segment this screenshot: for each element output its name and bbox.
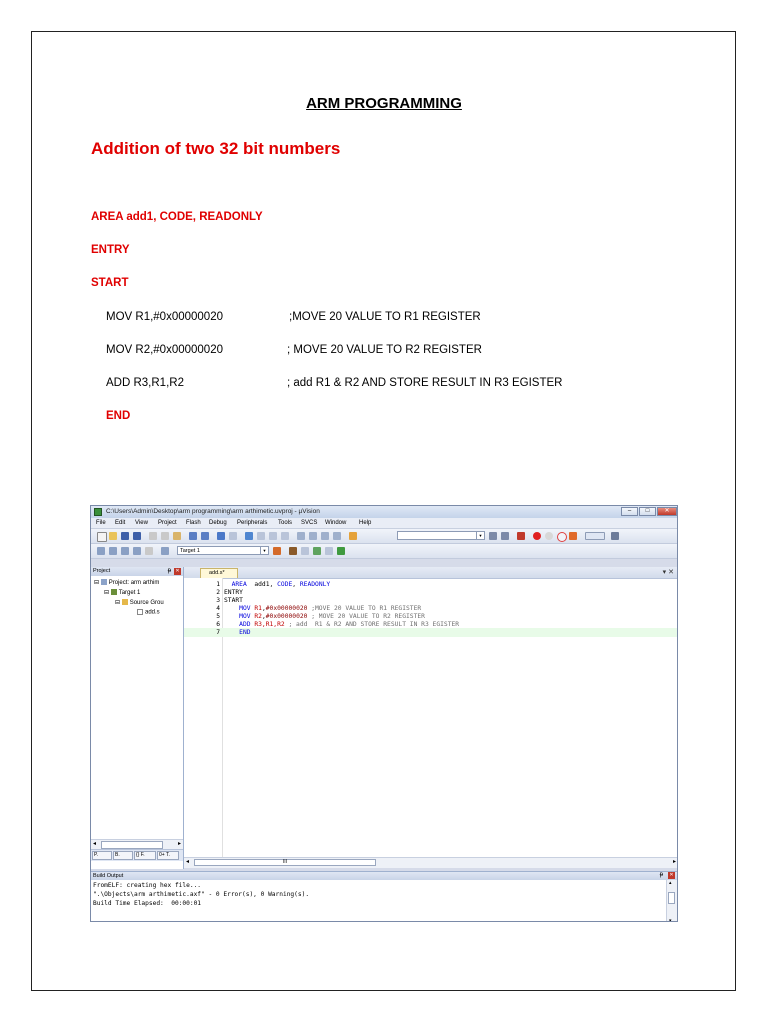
- directive-entry: ENTRY: [91, 244, 130, 256]
- build-line-1: FromELF: creating hex file...: [93, 882, 202, 889]
- pin-icon[interactable]: ᵽ: [167, 568, 171, 574]
- breakpoint-clear-icon[interactable]: [557, 532, 567, 542]
- directive-end: END: [106, 410, 131, 422]
- configure-icon[interactable]: [611, 532, 619, 540]
- tree-target-label: Target 1: [118, 590, 141, 596]
- code-text: AREA add1, CODE, READONLY: [231, 581, 331, 588]
- copy-icon[interactable]: [161, 532, 169, 540]
- line-number: 2: [216, 589, 220, 596]
- code-text: MOV R1,#0x00000020 ;MOVE 20 VALUE TO R1 REGISTER: [239, 605, 422, 612]
- project-hscrollbar[interactable]: [91, 839, 183, 849]
- instruction-code-3: ADD R3,R1,R2: [106, 377, 184, 389]
- nav-back-icon[interactable]: [217, 532, 225, 540]
- line-number: 4: [216, 605, 220, 612]
- target-options-icon[interactable]: [273, 547, 281, 555]
- bookmark-next-icon[interactable]: [269, 532, 277, 540]
- pack-installer-icon[interactable]: [313, 547, 321, 555]
- scroll-up-icon[interactable]: ▴: [669, 880, 672, 886]
- cut-icon[interactable]: [149, 532, 157, 540]
- undo-icon[interactable]: [189, 532, 197, 540]
- tree-project-root[interactable]: [94, 579, 159, 586]
- project-panel-header: [91, 567, 183, 576]
- nav-forward-icon[interactable]: [229, 532, 237, 540]
- project-tabs: [91, 849, 183, 861]
- menu-window[interactable]: Window: [325, 520, 347, 526]
- code-text: ADD R3,R1,R2 ; add R1 & R2 AND STORE RESULT IN R3 EGISTER: [239, 621, 460, 628]
- instruction-comment-1: ;MOVE 20 VALUE TO R1 REGISTER: [289, 311, 481, 323]
- menu-help[interactable]: Help: [359, 520, 372, 526]
- editor-file-tab[interactable]: add.s*: [200, 568, 238, 578]
- code-line[interactable]: [184, 628, 678, 637]
- folder-icon: [122, 599, 128, 605]
- run-time-env-icon[interactable]: [337, 547, 345, 555]
- directive-start: START: [91, 277, 129, 289]
- scroll-right-icon[interactable]: ▸: [177, 841, 181, 847]
- menu-svcs[interactable]: SVCS: [301, 520, 318, 526]
- incremental-find-icon[interactable]: [501, 532, 509, 540]
- menu-tools[interactable]: Tools: [278, 520, 293, 526]
- code-text: END: [239, 629, 251, 636]
- editor-tabbar: [184, 567, 678, 579]
- tab-list-icon[interactable]: ▾ ✕: [662, 569, 674, 576]
- menu-peripherals[interactable]: Peripherals: [237, 520, 268, 526]
- uvision-app-icon: [94, 508, 102, 516]
- tree-project-label: Project: arm arthim: [108, 580, 160, 586]
- kill-breakpoints-icon[interactable]: [569, 532, 577, 540]
- project-panel-title: Project: [93, 568, 111, 574]
- tree-file-label: add.s: [145, 609, 160, 616]
- save-all-icon[interactable]: [133, 532, 141, 540]
- build-output-panel: [91, 871, 677, 922]
- manage-components-icon[interactable]: [289, 547, 297, 555]
- scroll-down-icon[interactable]: ▾: [669, 918, 672, 922]
- document-subtitle: Addition of two 32 bit numbers: [91, 139, 341, 158]
- target-select-value: Target 1: [180, 548, 200, 554]
- line-number: 7: [216, 629, 220, 636]
- code-text: ENTRY: [224, 589, 243, 596]
- scroll-thumb[interactable]: III: [194, 859, 376, 866]
- bookmark-clear-icon[interactable]: [281, 532, 289, 540]
- redo-icon[interactable]: [201, 532, 209, 540]
- new-file-icon[interactable]: [97, 532, 107, 542]
- instruction-code-2: MOV R2,#0x00000020: [106, 344, 223, 356]
- editor-hscrollbar[interactable]: [184, 857, 678, 868]
- download-icon[interactable]: [161, 547, 169, 555]
- breakpoint-disable-icon[interactable]: [545, 532, 553, 540]
- ide-screenshot: [90, 505, 678, 922]
- translate-icon[interactable]: [97, 547, 105, 555]
- menu-edit[interactable]: Edit: [115, 520, 126, 526]
- select-packs-icon[interactable]: [301, 547, 309, 555]
- scroll-thumb[interactable]: [668, 892, 675, 904]
- tree-source-group[interactable]: [115, 599, 164, 606]
- ide-toolbar-1: [91, 529, 677, 544]
- document-title: ARM PROGRAMMING: [306, 95, 462, 112]
- line-number: 5: [216, 613, 220, 620]
- instruction-code-1: MOV R1,#0x00000020: [106, 311, 223, 323]
- paste-icon[interactable]: [173, 532, 181, 540]
- target-select[interactable]: [177, 546, 269, 555]
- file-icon: [137, 609, 143, 615]
- instruction-comment-2: ; MOVE 20 VALUE TO R2 REGISTER: [287, 344, 482, 356]
- line-number: 6: [216, 621, 220, 628]
- find-combo[interactable]: [397, 531, 485, 540]
- ide-toolbar-2: [91, 544, 677, 559]
- ide-window-title: C:\Users\Admin\Desktop\arm programming\arm arthimetic.uvproj - µVision: [106, 508, 320, 515]
- code-editor[interactable]: [184, 567, 678, 857]
- tab-books[interactable]: B.: [113, 851, 133, 860]
- code-text: MOV R2,#0x00000020 ; MOVE 20 VALUE TO R2 REGISTER: [239, 613, 425, 620]
- close-icon[interactable]: ✕: [669, 872, 674, 878]
- bookmark-prev-icon[interactable]: [257, 532, 265, 540]
- menu-debug[interactable]: Debug: [209, 520, 227, 526]
- chevron-down-icon[interactable]: ▼: [260, 547, 268, 554]
- collapse-icon[interactable]: ⊟: [94, 580, 100, 586]
- scroll-left-icon[interactable]: ◂: [93, 841, 97, 847]
- tree-file[interactable]: [137, 609, 160, 616]
- find-icon[interactable]: [489, 532, 497, 540]
- menu-file[interactable]: File: [96, 520, 106, 526]
- instruction-comment-3: ; add R1 & R2 AND STORE RESULT IN R3 EGISTER: [287, 377, 563, 389]
- target-icon: [111, 589, 117, 595]
- build-output-title: Build Output: [93, 873, 124, 879]
- close-icon[interactable]: ✕: [175, 568, 180, 574]
- comment-icon[interactable]: [321, 532, 329, 540]
- build-vscrollbar[interactable]: [666, 880, 677, 922]
- scroll-left-icon[interactable]: ◂: [186, 859, 190, 865]
- maximize-button[interactable]: □: [639, 507, 656, 516]
- close-button[interactable]: ✕: [657, 507, 677, 516]
- scroll-right-icon[interactable]: ▸: [672, 859, 676, 865]
- update-icon[interactable]: [325, 547, 333, 555]
- uncomment-icon[interactable]: [333, 532, 341, 540]
- save-icon[interactable]: [121, 532, 129, 540]
- build-icon[interactable]: [109, 547, 117, 555]
- tab-project[interactable]: P.: [92, 851, 112, 860]
- pin-icon[interactable]: ᵽ: [659, 872, 663, 878]
- tree-target[interactable]: [104, 589, 140, 596]
- unindent-icon[interactable]: [309, 532, 317, 540]
- debug-start-icon[interactable]: [517, 532, 525, 540]
- tab-templates[interactable]: 0+ T.: [157, 851, 179, 860]
- build-line-2: ".\Objects\arm arthimetic.axf" - 0 Error(s), 0 Warning(s).: [93, 891, 310, 898]
- collapse-icon[interactable]: ⊟: [104, 590, 110, 596]
- menu-project[interactable]: Project: [158, 520, 177, 526]
- build-line-3: Build Time Elapsed: 00:00:01: [93, 900, 202, 907]
- line-number: 3: [216, 597, 220, 604]
- menu-flash[interactable]: Flash: [186, 520, 201, 526]
- open-folder-icon[interactable]: [109, 532, 117, 540]
- rebuild-icon[interactable]: [121, 547, 129, 555]
- directive-area: AREA add1, CODE, READONLY: [91, 211, 263, 223]
- stop-build-icon[interactable]: [145, 547, 153, 555]
- indent-icon[interactable]: [297, 532, 305, 540]
- tab-functions[interactable]: {} F.: [134, 851, 156, 860]
- chevron-down-icon[interactable]: ▼: [476, 532, 484, 539]
- bookmark-icon[interactable]: [245, 532, 253, 540]
- collapse-icon[interactable]: ⊟: [115, 600, 121, 606]
- project-panel: [91, 567, 184, 869]
- find-in-files-icon[interactable]: [349, 532, 357, 540]
- scroll-thumb[interactable]: [101, 841, 163, 849]
- tree-group-label: Source Grou: [129, 600, 164, 606]
- menu-view[interactable]: View: [135, 520, 148, 526]
- ide-menubar: [91, 518, 677, 529]
- code-text: START: [224, 597, 243, 604]
- line-number: 1: [216, 581, 220, 588]
- batch-build-icon[interactable]: [133, 547, 141, 555]
- window-layout-icon[interactable]: [585, 532, 605, 540]
- project-icon: [101, 579, 107, 585]
- minimize-button[interactable]: –: [621, 507, 638, 516]
- breakpoint-icon[interactable]: [533, 532, 541, 540]
- build-output-header: [91, 872, 677, 880]
